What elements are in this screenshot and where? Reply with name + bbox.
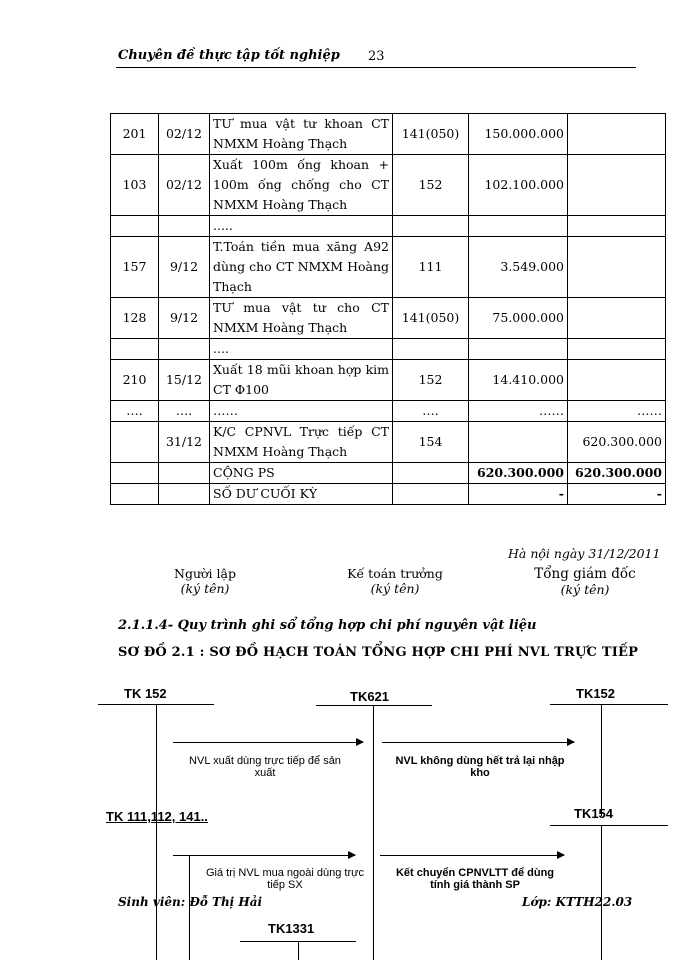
table-row — [111, 401, 666, 422]
cell-no: 75.000.000 — [469, 298, 568, 339]
section-title: 2.1.1.4- Quy trình ghi sổ tổng hợp chi phí nguyên vật liệu — [118, 618, 537, 633]
preparer-label: Người lập — [174, 566, 236, 581]
accountant-note: (ký tên) — [370, 581, 420, 596]
cell-no: 3.549.000 — [469, 237, 568, 298]
tk1331-label: TK1331 — [268, 921, 315, 936]
cell-co — [568, 216, 666, 237]
cell-ngay: …. — [159, 401, 210, 422]
arrow-nvl-xuat — [173, 742, 363, 743]
cell-desc: T.Toán tiền mua xăng A92 dùng cho CT NMXM Hoàng Thạch — [210, 237, 393, 298]
director-label: Tổng giám đốc — [534, 566, 636, 582]
cell-no: 620.300.000 — [469, 463, 568, 484]
cell-no: - — [469, 484, 568, 505]
accountant-label: Kế toán trưởng — [347, 566, 443, 581]
tk152-right-label: TK152 — [576, 686, 616, 701]
cell-tk — [393, 339, 469, 360]
cell-co: …… — [568, 401, 666, 422]
header-rule — [116, 67, 636, 68]
table-row — [111, 484, 666, 505]
cell-co — [568, 339, 666, 360]
cell-so: 103 — [111, 155, 159, 216]
cell-so — [111, 463, 159, 484]
cell-so: 201 — [111, 114, 159, 155]
cell-ngay: 9/12 — [159, 237, 210, 298]
cell-no: …… — [469, 401, 568, 422]
cell-tk: 141(050) — [393, 114, 469, 155]
label-nvl-tra-lai: NVL không dùng hết trả lại nhập kho — [395, 755, 565, 779]
accountant-block — [340, 566, 450, 596]
cell-co — [568, 114, 666, 155]
table-row — [111, 114, 666, 155]
tk621-axis — [373, 705, 374, 960]
cell-so — [111, 422, 159, 463]
table-row — [111, 422, 666, 463]
cell-ngay: 02/12 — [159, 114, 210, 155]
cell-tk: 154 — [393, 422, 469, 463]
cell-desc: TƯ mua vật tư cho CT NMXM Hoàng Thạch — [210, 298, 393, 339]
cell-tk — [393, 216, 469, 237]
branch-to-tk1331 — [173, 855, 189, 856]
cell-ngay: 02/12 — [159, 155, 210, 216]
cell-ngay: 31/12 — [159, 422, 210, 463]
arrow-nvl-mua-ngoai — [189, 855, 355, 856]
cell-so — [111, 339, 159, 360]
cell-so: 157 — [111, 237, 159, 298]
label-nvl-mua-ngoai: Giá trị NVL mua ngoài dùng trực tiếp SX — [206, 867, 364, 891]
footer-student: Sinh viên: Đỗ Thị Hải — [118, 895, 263, 909]
label-ket-chuyen: Kết chuyển CPNVLTT để dùng tính giá thành SP — [395, 867, 555, 891]
tk152-right-axis — [601, 704, 602, 816]
table-row — [111, 216, 666, 237]
cell-ngay — [159, 484, 210, 505]
cell-tk: 111 — [393, 237, 469, 298]
cell-so — [111, 216, 159, 237]
cell-so: 128 — [111, 298, 159, 339]
cell-tk: 152 — [393, 360, 469, 401]
tk1331-axis — [298, 941, 299, 960]
cell-co — [568, 298, 666, 339]
cell-ngay — [159, 216, 210, 237]
tk152-left-axis — [156, 704, 157, 960]
cell-desc: TƯ mua vật tư khoan CT NMXM Hoàng Thạch — [210, 114, 393, 155]
cell-desc: …… — [210, 401, 393, 422]
label-nvl-xuat: NVL xuất dùng trực tiếp để sản xuất — [189, 755, 341, 779]
preparer-note: (ký tên) — [180, 581, 230, 596]
table-row — [111, 298, 666, 339]
tk154-axis — [601, 825, 602, 960]
arrow-ket-chuyen — [380, 855, 564, 856]
director-note: (ký tên) — [560, 582, 610, 597]
header-title: Chuyên đề thực tập tốt nghiệp — [118, 48, 340, 63]
cell-no: 14.410.000 — [469, 360, 568, 401]
tk154-bar — [550, 825, 668, 826]
page-number: 23 — [368, 49, 385, 64]
cell-no: 102.100.000 — [469, 155, 568, 216]
cell-tk: 152 — [393, 155, 469, 216]
tk154-label: TK154 — [574, 806, 614, 821]
preparer-block — [160, 566, 250, 596]
cell-desc: K/C CPNVL Trực tiếp CT NMXM Hoàng Thạch — [210, 422, 393, 463]
cell-tk — [393, 484, 469, 505]
cell-desc: SỐ DƯ CUỐI KỲ — [210, 484, 393, 505]
cell-ngay: 15/12 — [159, 360, 210, 401]
cell-tk — [393, 463, 469, 484]
cell-desc: CỘNG PS — [210, 463, 393, 484]
signature-date: Hà nội ngày 31/12/2011 — [508, 546, 661, 561]
tk621-label: TK621 — [350, 689, 390, 704]
table-row — [111, 339, 666, 360]
table-row — [111, 237, 666, 298]
cell-co — [568, 360, 666, 401]
table-row — [111, 155, 666, 216]
cell-ngay — [159, 339, 210, 360]
cell-co: 620.300.000 — [568, 463, 666, 484]
cell-so: …. — [111, 401, 159, 422]
diagram-title: SƠ ĐỒ 2.1 : SƠ ĐỒ HẠCH TOÁN TỔNG HỢP CHI PHÍ NVL TRỰC TIẾP — [118, 645, 639, 660]
tk152-right-bar — [550, 704, 668, 705]
cell-desc: .... — [210, 339, 393, 360]
cell-no: 150.000.000 — [469, 114, 568, 155]
cell-tk: 141(050) — [393, 298, 469, 339]
tk621-bar — [316, 705, 432, 706]
director-block — [525, 566, 645, 597]
cell-no — [469, 339, 568, 360]
cell-ngay — [159, 463, 210, 484]
cell-desc: Xuất 100m ống khoan + 100m ống chống cho CT NMXM Hoàng Thạch — [210, 155, 393, 216]
tk152-left-label: TK 152 — [124, 686, 167, 701]
cell-so — [111, 484, 159, 505]
cell-co: 620.300.000 — [568, 422, 666, 463]
cell-no — [469, 216, 568, 237]
arrow-nvl-tra-lai — [382, 742, 574, 743]
cell-so: 210 — [111, 360, 159, 401]
footer-class: Lớp: KTTH22.03 — [522, 895, 633, 909]
cell-ngay: 9/12 — [159, 298, 210, 339]
cell-tk: …. — [393, 401, 469, 422]
table-row — [111, 360, 666, 401]
cell-co — [568, 155, 666, 216]
cell-desc: ..... — [210, 216, 393, 237]
ledger-table — [110, 113, 666, 505]
cell-desc: Xuất 18 mũi khoan hợp kim CT Φ100 — [210, 360, 393, 401]
table-row — [111, 463, 666, 484]
cell-no — [469, 422, 568, 463]
tk111-label: TK 111,112, 141.. — [106, 809, 208, 824]
cell-co: - — [568, 484, 666, 505]
cell-co — [568, 237, 666, 298]
